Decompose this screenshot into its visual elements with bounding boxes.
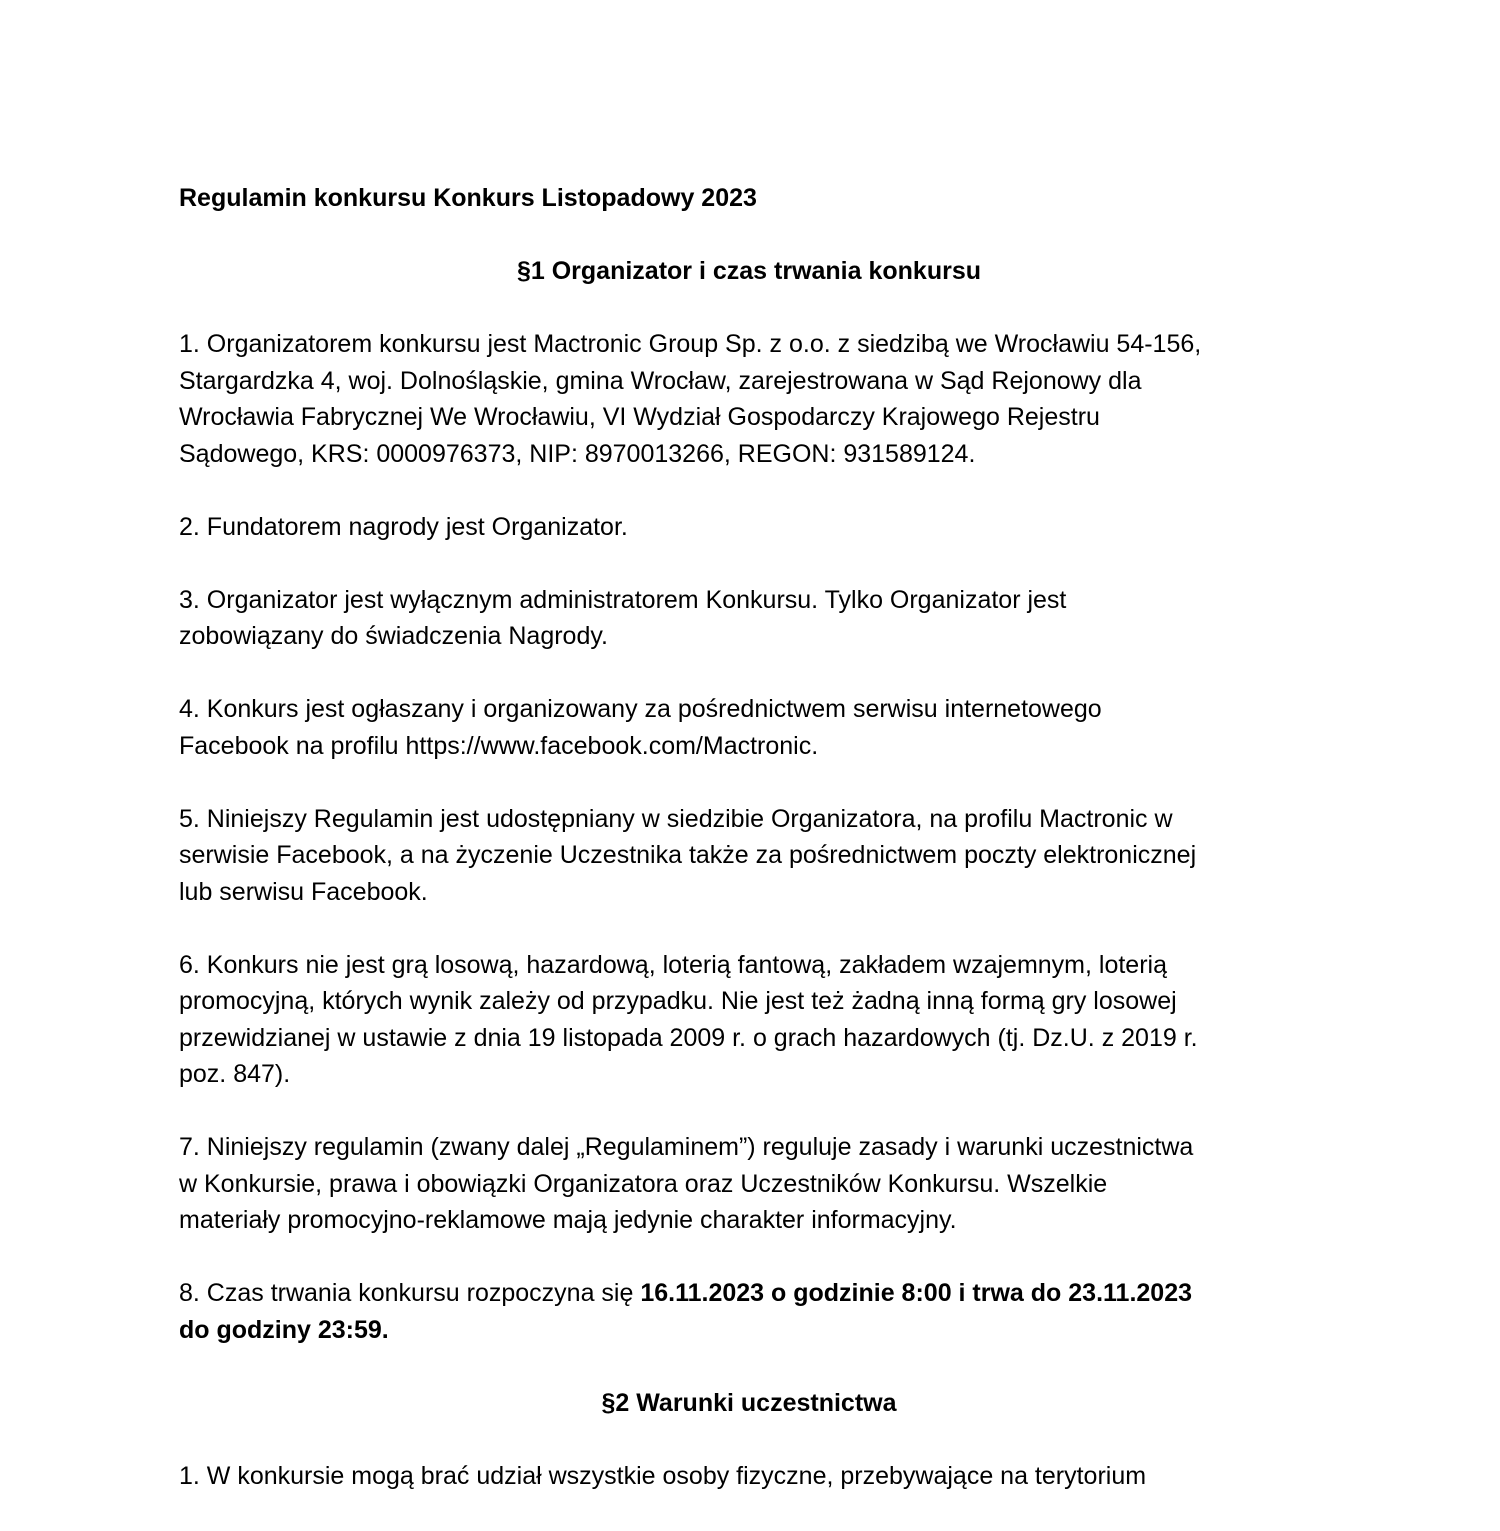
section-2-paragraph-1	[179, 1458, 1319, 1495]
paragraph-3	[179, 582, 1319, 655]
p8-bold-start: 16.11.2023 o godzinie 8:00 i trwa do 23.11.2023	[640, 1279, 1193, 1307]
p8-bold-end: do godziny 23:59.	[179, 1315, 389, 1344]
paragraph-2	[179, 509, 1319, 546]
paragraph-line: lub serwisu Facebook.	[179, 877, 428, 906]
paragraph-6	[179, 947, 1319, 1093]
paragraph-line: materiały promocyjno-reklamowe mają jedynie charakter informacyjny.	[179, 1206, 957, 1234]
paragraph-line: 4. Konkurs jest ogłaszany i organizowany za pośrednictwem serwisu internetowego	[179, 695, 1102, 723]
paragraph-8	[179, 1275, 1319, 1348]
document-title: Regulamin konkursu Konkurs Listopadowy 2023	[179, 184, 757, 212]
paragraph-line: 3. Organizator jest wyłącznym administratorem Konkursu. Tylko Organizator jest	[179, 585, 1067, 614]
paragraph-line: 2. Fundatorem nagrody jest Organizator.	[179, 512, 628, 541]
paragraph-line: 1. W konkursie mogą brać udział wszystkie osoby fizyczne, przebywające na terytorium	[179, 1461, 1147, 1490]
paragraph-line	[179, 1275, 1319, 1312]
paragraph-line: poz. 847).	[179, 1060, 291, 1088]
paragraph-line: promocyjną, których wynik zależy od przypadku. Nie jest też żadną inną formą gry losowej	[179, 987, 1177, 1015]
paragraph-line: Stargardzka 4, woj. Dolnośląskie, gmina Wrocław, zarejestrowana w Sąd Rejonowy dla	[179, 366, 1142, 395]
paragraph-1	[179, 326, 1319, 472]
paragraph-line: 6. Konkurs nie jest grą losową, hazardową, loterią fantową, zakładem wzajemnym, loterią	[179, 950, 1167, 979]
section-1-paragraphs	[179, 326, 1319, 1239]
paragraph-line: 7. Niniejszy regulamin (zwany dalej „Regulaminem”) reguluje zasady i warunki uczestnictwa	[179, 1133, 1194, 1161]
paragraph-line: 1. Organizatorem konkursu jest Mactronic Group Sp. z o.o. z siedzibą we Wrocławiu 54-156,	[179, 330, 1202, 358]
paragraph-line: przewidzianej w ustawie z dnia 19 listopada 2009 r. o grach hazardowych (tj. Dz.U. z 2019 r.	[179, 1023, 1198, 1052]
paragraph-5	[179, 801, 1319, 911]
paragraph-4	[179, 691, 1319, 764]
paragraph-line: w Konkursie, prawa i obowiązki Organizatora oraz Uczestników Konkursu. Wszelkie	[179, 1169, 1108, 1198]
paragraph-line: Wrocławia Fabrycznej We Wrocławiu, VI Wydział Gospodarczy Krajowego Rejestru	[179, 403, 1100, 431]
paragraph-line: serwisie Facebook, a na życzenie Uczestnika także za pośrednictwem poczty elektronicznej	[179, 841, 1197, 869]
paragraph-line	[179, 1312, 1319, 1349]
paragraph-line: Facebook na profilu https://www.facebook.com/Mactronic.	[179, 731, 819, 760]
document-page	[179, 180, 1319, 1531]
paragraph-line: Sądowego, KRS: 0000976373, NIP: 8970013266, REGON: 931589124.	[179, 439, 976, 468]
paragraph-7	[179, 1129, 1319, 1239]
section-1-heading: §1 Organizator i czas trwania konkursu	[516, 257, 982, 285]
p8-text: 8. Czas trwania konkursu rozpoczyna się	[179, 1279, 641, 1307]
section-2-heading: §2 Warunki uczestnictwa	[601, 1388, 897, 1417]
paragraph-line: zobowiązany do świadczenia Nagrody.	[179, 622, 608, 650]
paragraph-line: 5. Niniejszy Regulamin jest udostępniany w siedzibie Organizatora, na profilu Mactronic w	[179, 804, 1173, 833]
